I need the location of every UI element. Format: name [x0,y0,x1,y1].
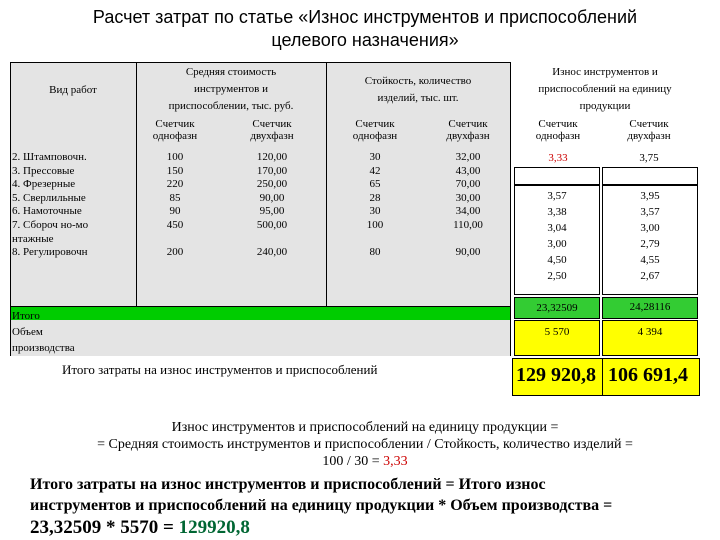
list-item: нтажные [12,232,54,245]
cost-meter3-header: Счетчик двухфазн [250,118,294,142]
cost-header-line-3: приспособлении, тыс. руб. [168,100,294,112]
wear3-rest-column: 3,95 3,57 3,00 2,79 4,55 2,67 [640,190,660,282]
volume-label-line-1: Объем [12,326,43,338]
dur-meter3-header: Счетчик двухфазн [446,118,490,142]
title-line-2: целевого назначения» [271,30,459,50]
formula2-line-2: инструментов и приспособлений на единицу продукции * Объем производства = [30,497,613,514]
page-title [20,6,710,52]
table-divider [10,62,510,63]
wear-meter1-header: Счетчик однофазн [535,118,581,142]
table-divider [10,62,11,356]
list-item: 8. Регулировочн [12,246,88,259]
table-divider [10,306,510,307]
empty-cell [514,167,600,185]
table-divider [136,62,137,306]
work-type-header: Вид работ [49,84,97,96]
wear1-first-value: 3,33 [548,152,568,164]
durability-header-line-2: изделий, тыс. шт. [377,92,459,104]
list-item: 2. Штамповочн. [12,151,87,163]
title-line-1: Расчет затрат по статье «Износ инструментов и приспособлений [92,7,638,27]
formula2-line-3: 23,32509 * 5570 = 129920,8 [30,517,250,538]
grand-total-1: 129 920,8 [516,364,596,386]
work-type-list [12,151,88,260]
volume1-cell: 5 570 [514,320,600,356]
wear-header-line-3: продукции [579,100,631,112]
formula1-line-1: Износ инструментов и приспособлений на единицу продукции = [171,420,559,435]
formula2-line-1: Итого затраты на износ инструментов и приспособлений = Итого износ [30,476,546,493]
wear-header-line-2: приспособлений на единицу [538,83,672,95]
grand-total-label: Итого затраты на износ инструментов и приспособлений [62,362,378,377]
table-divider [510,62,511,356]
itogo1-cell: 23,32509 [514,297,600,319]
dur3-column: 32,00 43,00 70,00 30,00 34,00 110,00 90,00 [453,151,483,259]
itogo-green-stripe [10,306,510,320]
wear1-rest-column: 3,57 3,38 3,04 3,00 4,50 2,50 [547,190,567,282]
wear3-first-value: 3,75 [639,152,659,164]
grand-total-3: 106 691,4 [608,364,688,386]
table-divider [326,62,327,306]
list-item: 3. Прессовые [12,164,75,177]
wear-meter3-header: Счетчик двухфазн [627,118,671,142]
cost3-column: 120,00 170,00 250,00 90,00 95,00 500,00 240,00 [256,151,288,259]
cost1-column: 100 150 220 85 90 450 200 [166,151,184,259]
list-item: 6. Намоточные [12,205,82,218]
volume-label-line-2: производства [12,342,75,354]
wear-header-line-1: Износ инструментов и [552,66,658,78]
cost-header-line-2: инструментов и [193,83,269,95]
dur-meter1-header: Счетчик однофазн [352,118,398,142]
formula-wear-per-unit [20,419,710,470]
volume3-cell: 4 394 [602,320,698,356]
itogo3-cell: 24,28116 [602,297,698,319]
grand-total-divider [602,358,603,396]
cost-header-line-1: Средняя стоимость [185,66,277,78]
itogo-label: Итого [12,310,40,322]
formula1-line-3: 100 / 30 = 3,33 [322,454,408,469]
list-item: 7. Сбороч но-мо [12,218,89,231]
list-item: 4. Фрезерные [12,178,76,191]
formula-total-cost [30,474,710,540]
dur1-column: 30 42 65 28 30 100 80 [366,151,384,259]
cost-meter1-header: Счетчик однофазн [152,118,198,142]
formula1-line-2: = Средняя стоимость инструментов и приспособлении / Стойкость, количество изделий = [97,437,633,452]
empty-cell [602,167,698,185]
list-item: 5. Сверлильные [12,191,86,204]
durability-header-line-1: Стойкость, количество [364,75,472,87]
